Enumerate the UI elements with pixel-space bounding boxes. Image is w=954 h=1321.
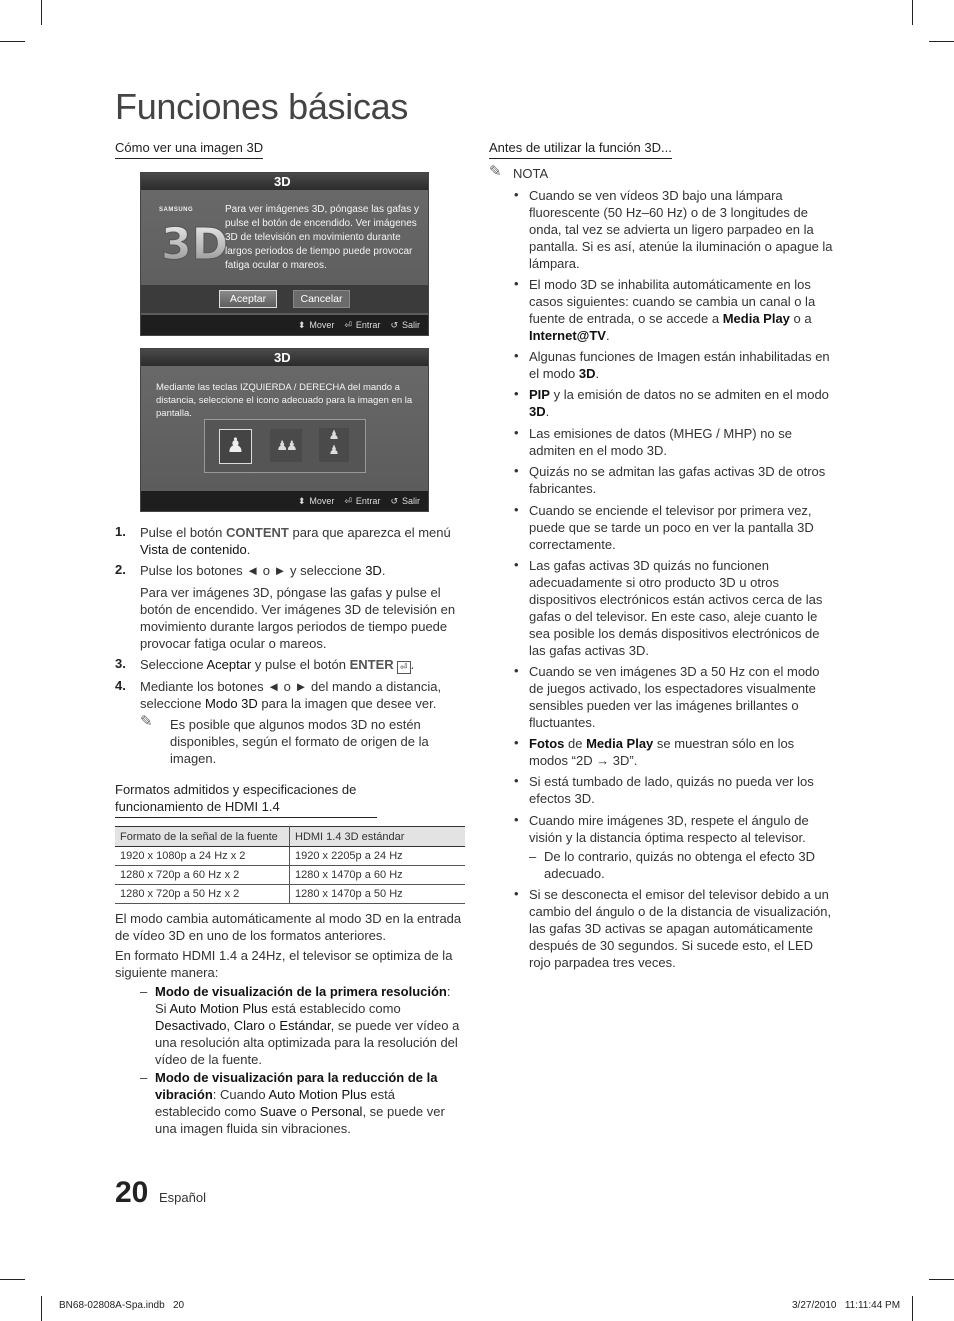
table-header: HDMI 1.4 3D estándar — [290, 827, 466, 847]
keyword: Personal — [311, 1104, 363, 1119]
section-heading-before-3d: Antes de utilizar la función 3D... — [489, 139, 672, 159]
keyword: PIP — [529, 387, 550, 402]
text-run: , — [226, 1018, 234, 1033]
text-run: El modo 3D se inhabilita automáticamente en los casos siguientes: cuando se cambia un canal o la fuente de entrada, o se accede a — [529, 277, 816, 326]
note-bullet — [529, 386, 835, 420]
updown-arrow-icon: ⬍ — [297, 319, 306, 330]
tv-screen-title: 3D — [141, 349, 428, 366]
step-number: 4. — [115, 678, 126, 693]
enter-icon: ⏎ — [344, 495, 352, 506]
step-number: 2. — [115, 562, 126, 577]
keyword: Vista de contenido — [140, 542, 247, 557]
step-2-extra: Para ver imágenes 3D, póngase las gafas y pulse el botón de encendido. Ver imágenes 3D de televisión en movimiento durante largos periodos de tiempo puede provocar fatiga ocular o mareos. — [140, 585, 456, 651]
note-bullet: Las gafas activas 3D quizás no funcionen adecuadamente si otro producto 3D u otros dispositivos electrónicos están activos cerca de las gafas o del televisor. En este caso, aleje cuanto le sea posible los demás dispositivos electrónicos de las gafas activas 3D. — [529, 558, 823, 658]
text-run: o — [264, 1018, 280, 1033]
dash-marker: – — [140, 1070, 148, 1085]
nav-exit — [390, 496, 420, 507]
note-bullet: Cuando se ven imágenes 3D a 50 Hz con el modo de juegos activado, los espectadores visualmente sensibles pueden ver las imágenes brillantes o fluctuantes. — [529, 664, 820, 730]
keyword: CONTENT — [226, 525, 289, 540]
table-row — [115, 885, 465, 904]
text-run: o — [296, 1104, 312, 1119]
enter-key-icon: ⏎ — [397, 661, 411, 674]
text-run: Algunas funciones de Imagen están inhabilitadas en el modo — [529, 349, 830, 381]
text-run: : Cuando — [212, 1087, 269, 1102]
step-2-text — [140, 562, 465, 579]
note-bullet — [529, 276, 835, 344]
keyword: Modo de visualización para la reducción de la vibración — [155, 1070, 438, 1102]
tv-button-bar — [141, 285, 428, 313]
bullet-marker: • — [514, 663, 519, 678]
crop-mark — [929, 1279, 954, 1280]
paragraph-auto-3d: El modo cambia automáticamente al modo 3D en la entrada de vídeo 3D en uno de los formatos anteriores. — [115, 911, 462, 943]
text-run: . — [545, 404, 550, 419]
keyword: Modo de visualización de la primera resolución — [155, 984, 447, 999]
note-bullet: Quizás no se admitan las gafas activas 3D de otros fabricantes. — [529, 464, 826, 496]
page-language: Español — [159, 1190, 206, 1205]
mode-top-bottom-icon[interactable]: ♟ ♟ — [319, 428, 349, 462]
crop-mark — [0, 41, 25, 42]
bullet-marker: • — [514, 773, 519, 788]
pencil-note-icon: ✎ — [489, 163, 502, 180]
text-run: para que aparezca el menú — [288, 525, 451, 540]
return-icon: ↺ — [390, 495, 398, 506]
bullet-marker: • — [514, 886, 519, 901]
accept-button[interactable]: Aceptar — [219, 290, 277, 308]
tv-screen-title: 3D — [141, 173, 428, 190]
cancel-button[interactable]: Cancelar — [293, 290, 350, 308]
keyword: Suave — [259, 1104, 297, 1119]
table-row — [115, 866, 465, 885]
text-run: . — [410, 657, 415, 672]
section-heading-formats: Formatos admitidos y especificaciones de funcionamiento de HDMI 1.4 — [115, 781, 377, 818]
page-number: 20 — [115, 1176, 149, 1209]
file-info: BN68-02808A-Spa.indb 20 — [59, 1300, 185, 1311]
keyword: Modo 3D — [205, 696, 258, 711]
step-3-text — [140, 656, 465, 674]
tv-screen-mode-select — [140, 348, 429, 512]
page-title: Funciones básicas — [115, 86, 409, 127]
tv-screen-warning — [140, 172, 429, 336]
text-run: Pulse los botones ◄ o ► y seleccione — [140, 563, 366, 578]
text-run: . — [595, 366, 600, 381]
mode-2d-3d-icon[interactable]: ♟ — [219, 429, 252, 464]
text-run: . — [605, 328, 610, 343]
keyword: 3D — [365, 563, 382, 578]
nav-enter-label: Entrar — [355, 320, 381, 330]
svg-text:3D: 3D — [161, 219, 229, 270]
step-number: 3. — [115, 656, 126, 671]
note-bullet: Cuando se ven vídeos 3D bajo una lámpara fluorescente (50 Hz–60 Hz) o de 3 longitudes de onda, tal vez se advierta un ligero parpadeo en la pantalla. Si es así, atenúe la iluminación o apague la lámpara. — [529, 188, 833, 271]
nav-move — [298, 496, 335, 507]
text-run: para la imagen que desee ver. — [257, 696, 437, 711]
crop-mark — [912, 0, 913, 25]
nav-exit-label: Salir — [401, 496, 420, 506]
table-cell: 1280 x 1470p a 50 Hz — [290, 885, 466, 904]
table-row — [115, 847, 465, 866]
bullet-marker: • — [514, 386, 519, 401]
crop-mark — [41, 0, 42, 25]
bullet-marker: • — [514, 463, 519, 478]
mode-instructions: Mediante las teclas IZQUIERDA / DERECHA del mando a distancia, seleccione el icono adecuado para la imagen en la pantalla. — [156, 382, 413, 419]
keyword: 3D — [529, 404, 546, 419]
note-label: NOTA — [513, 166, 549, 181]
bullet-marker: • — [514, 735, 519, 750]
pencil-note-icon: ✎ — [140, 713, 153, 730]
3d-logo-icon — [159, 213, 229, 270]
step-4-text — [140, 678, 458, 712]
nav-move-label: Mover — [309, 320, 335, 330]
keyword: Auto Motion Plus — [268, 1087, 367, 1102]
mode-icon-panel — [204, 419, 366, 473]
crop-mark — [929, 41, 954, 42]
dash-item-vibration — [155, 1069, 455, 1137]
sub-note: De lo contrario, quizás no obtenga el efecto 3D adecuado. — [544, 849, 816, 881]
text-run: está establecido como — [155, 1087, 395, 1119]
note-bullet: Si se desconecta el emisor del televisor debido a un cambio del ángulo o de la distancia de visualización, las gafas 3D activas se apagan automáticamente después de 30 segundos. Si sucede esto, el LED rojo parpadea tres veces. — [529, 887, 832, 970]
text-run: y pulse el botón — [251, 657, 350, 672]
text-run: está establecido como — [267, 1001, 401, 1016]
text-run: y la emisión de datos no se admiten en el modo — [549, 387, 829, 402]
text-run: . — [381, 563, 386, 578]
bullet-marker: • — [514, 557, 519, 572]
nav-exit-label: Salir — [401, 320, 420, 330]
keyword: Media Play — [586, 736, 654, 751]
keyword: Estándar — [279, 1018, 331, 1033]
table-cell: 1920 x 1080p a 24 Hz x 2 — [115, 847, 290, 866]
text-run: de — [564, 736, 587, 751]
nav-enter — [344, 496, 380, 507]
dash-item-resolution — [155, 983, 465, 1068]
keyword: Aceptar — [206, 657, 252, 672]
table-header: Formato de la señal de la fuente — [115, 827, 290, 847]
paragraph-hdmi-24hz: En formato HDMI 1.4 a 24Hz, el televisor se optimiza de la siguiente manera: — [115, 948, 453, 980]
updown-arrow-icon: ⬍ — [297, 495, 306, 506]
text-run: o a — [789, 311, 812, 326]
table-cell: 1280 x 720p a 50 Hz x 2 — [115, 885, 290, 904]
dash-marker: – — [529, 849, 537, 864]
step-number: 1. — [115, 524, 126, 539]
bullet-marker: • — [514, 425, 519, 440]
warning-message: Para ver imágenes 3D, póngase las gafas y pulse el botón de encendido. Ver imágenes 3D de televisión en movimiento durante largos periodos de tiempo puede provocar fatiga ocular o mareos. — [225, 204, 419, 271]
bullet-marker: • — [514, 187, 519, 202]
text-run: Pulse el botón — [140, 525, 227, 540]
bullet-marker: • — [514, 502, 519, 517]
keyword: Media Play — [722, 311, 790, 326]
tv-nav-footer — [141, 491, 428, 511]
crop-mark — [41, 1296, 42, 1321]
keyword: Internet@TV — [529, 328, 606, 343]
note-bullet: Cuando mire imágenes 3D, respete el ángulo de visión y la distancia óptima respecto al televisor. — [529, 813, 809, 845]
crop-mark — [0, 1279, 25, 1280]
nav-enter-label: Entrar — [355, 496, 381, 506]
hdmi-format-table — [115, 826, 465, 904]
text-run: Seleccione — [140, 657, 207, 672]
dash-marker: – — [140, 984, 148, 999]
keyword: ENTER — [349, 657, 394, 672]
text-run: , se puede ver una imagen fluida sin vibraciones. — [155, 1104, 445, 1136]
step-1-text — [140, 524, 465, 558]
text-run: : Si — [155, 984, 451, 1016]
text-run: se muestran sólo en los modos “2D → 3D”. — [529, 736, 795, 768]
tv-nav-footer — [141, 315, 428, 335]
nav-move-label: Mover — [309, 496, 335, 506]
section-heading-3d: Cómo ver una imagen 3D — [115, 139, 263, 159]
return-icon: ↺ — [390, 319, 398, 330]
keyword: 3D — [578, 366, 596, 381]
note-bullet: Cuando se enciende el televisor por primera vez, puede que se tarde un poco en ver la pantalla 3D correctamente. — [529, 503, 814, 552]
table-cell: 1280 x 1470p a 60 Hz — [290, 866, 466, 885]
keyword: Claro — [233, 1018, 265, 1033]
enter-icon: ⏎ — [344, 319, 352, 330]
note-bullet: Si está tumbado de lado, quizás no pueda ver los efectos 3D. — [529, 774, 814, 806]
logo-brand-text: SAMSUNG — [159, 207, 194, 213]
table-cell: 1920 x 2205p a 24 Hz — [290, 847, 466, 866]
step-4-note: Es posible que algunos modos 3D no estén disponibles, según el formato de origen de la imagen. — [170, 717, 429, 766]
nav-move — [298, 320, 335, 331]
table-header-row — [115, 827, 465, 847]
text-run: , se puede ver vídeo a una resolución alta optimizada para la resolución del vídeo de la fuente. — [155, 1018, 460, 1067]
note-bullet — [529, 348, 835, 382]
bullet-marker: • — [514, 276, 519, 291]
print-timestamp: 3/27/2010 11:11:44 PM — [792, 1300, 901, 1311]
text-run: . — [246, 542, 251, 557]
keyword: Auto Motion Plus — [169, 1001, 268, 1016]
crop-mark — [912, 1296, 913, 1321]
bullet-marker: • — [514, 812, 519, 827]
keyword: Fotos — [529, 736, 565, 751]
note-bullet: Las emisiones de datos (MHEG / MHP) no se admiten en el modo 3D. — [529, 426, 792, 458]
mode-side-by-side-icon[interactable]: ♟♟ — [270, 429, 302, 462]
samsung-3d-logo — [159, 207, 229, 270]
nav-enter — [344, 320, 380, 331]
bullet-marker: • — [514, 348, 519, 363]
note-bullet — [529, 735, 835, 769]
text-run: Mediante los botones ◄ o ► del mando a distancia, seleccione — [140, 679, 442, 711]
table-cell: 1280 x 720p a 60 Hz x 2 — [115, 866, 290, 885]
nav-exit — [390, 320, 420, 331]
keyword: Desactivado — [155, 1018, 227, 1033]
